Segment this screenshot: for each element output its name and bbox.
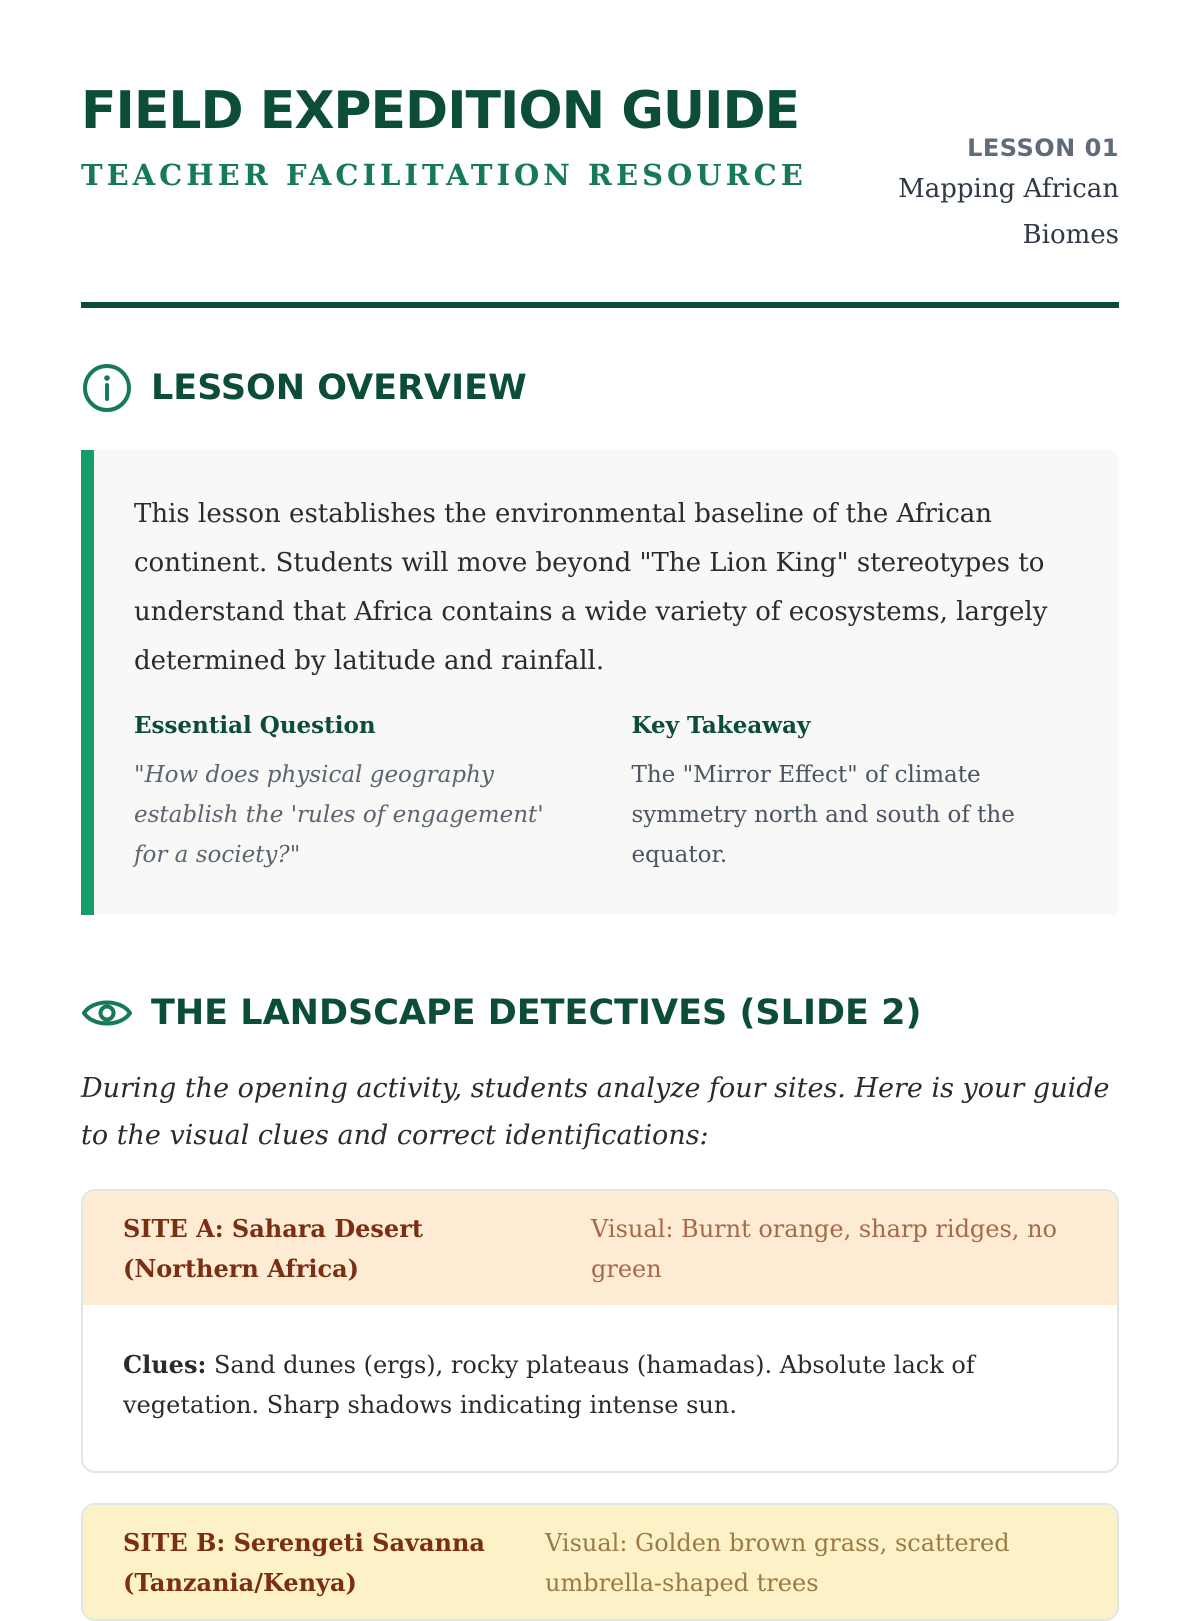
key-takeaway-label: Key Takeaway: [631, 712, 811, 739]
site-card-header: [83, 1191, 1117, 1305]
section-title: LESSON OVERVIEW: [151, 368, 527, 408]
site-card: [81, 1503, 1119, 1621]
lesson-number: LESSON 01: [967, 134, 1119, 162]
clues-label: Clues:: [123, 1350, 207, 1379]
section-header: [81, 362, 1119, 414]
detectives-intro: During the opening activity, students analyze four sites. Here is your guide to the visual clues and correct identifications:: [81, 1073, 1110, 1151]
overview-columns: [134, 712, 1079, 875]
lesson-overview-section: [81, 362, 1119, 915]
landscape-detectives-section: [81, 987, 1119, 1621]
document-header: [81, 78, 1119, 258]
key-takeaway-text: The "Mirror Effect" of climate symmetry north and south of the equator.: [631, 762, 1015, 868]
header-divider: [81, 302, 1119, 308]
clues-text: Sand dunes (ergs), rocky plateaus (hamadas). Absolute lack of vegetation. Sharp shadows indicating intense sun.: [123, 1351, 975, 1419]
title-block: [81, 78, 807, 192]
essential-question-text: "How does physical geography establish the 'rules of engagement' for a society?": [134, 762, 544, 868]
essential-question-label: Essential Question: [134, 712, 376, 739]
site-card: [81, 1189, 1119, 1473]
section-header: [81, 987, 1119, 1039]
eye-icon: [81, 987, 133, 1039]
site-visual: Visual: Burnt orange, sharp ridges, no green: [591, 1215, 1057, 1283]
document-title: FIELD EXPEDITION GUIDE: [81, 81, 800, 141]
site-clues: [83, 1305, 1117, 1471]
lesson-name: Mapping African Biomes: [898, 174, 1119, 250]
section-title: THE LANDSCAPE DETECTIVES (SLIDE 2): [151, 993, 922, 1033]
info-icon: [81, 362, 133, 414]
document-subtitle: TEACHER FACILITATION RESOURCE: [81, 158, 807, 192]
essential-question-column: [134, 712, 582, 875]
site-name: SITE B: Serengeti Savanna (Tanzania/Kenya): [123, 1528, 485, 1597]
key-takeaway-column: [632, 712, 1080, 875]
overview-text: This lesson establishes the environmental baseline of the African continent. Students will move beyond "The Lion King" stereotypes to understand that Africa contains a wide variety of ecosystems, largely determined by latitude and rainfall.: [134, 499, 1048, 676]
site-card-header: [83, 1505, 1117, 1619]
overview-callout: [81, 450, 1119, 915]
site-name: SITE A: Sahara Desert (Northern Africa): [123, 1214, 423, 1283]
lesson-meta: [869, 78, 1119, 258]
site-visual: Visual: Golden brown grass, scattered umbrella-shaped trees: [545, 1529, 1010, 1597]
